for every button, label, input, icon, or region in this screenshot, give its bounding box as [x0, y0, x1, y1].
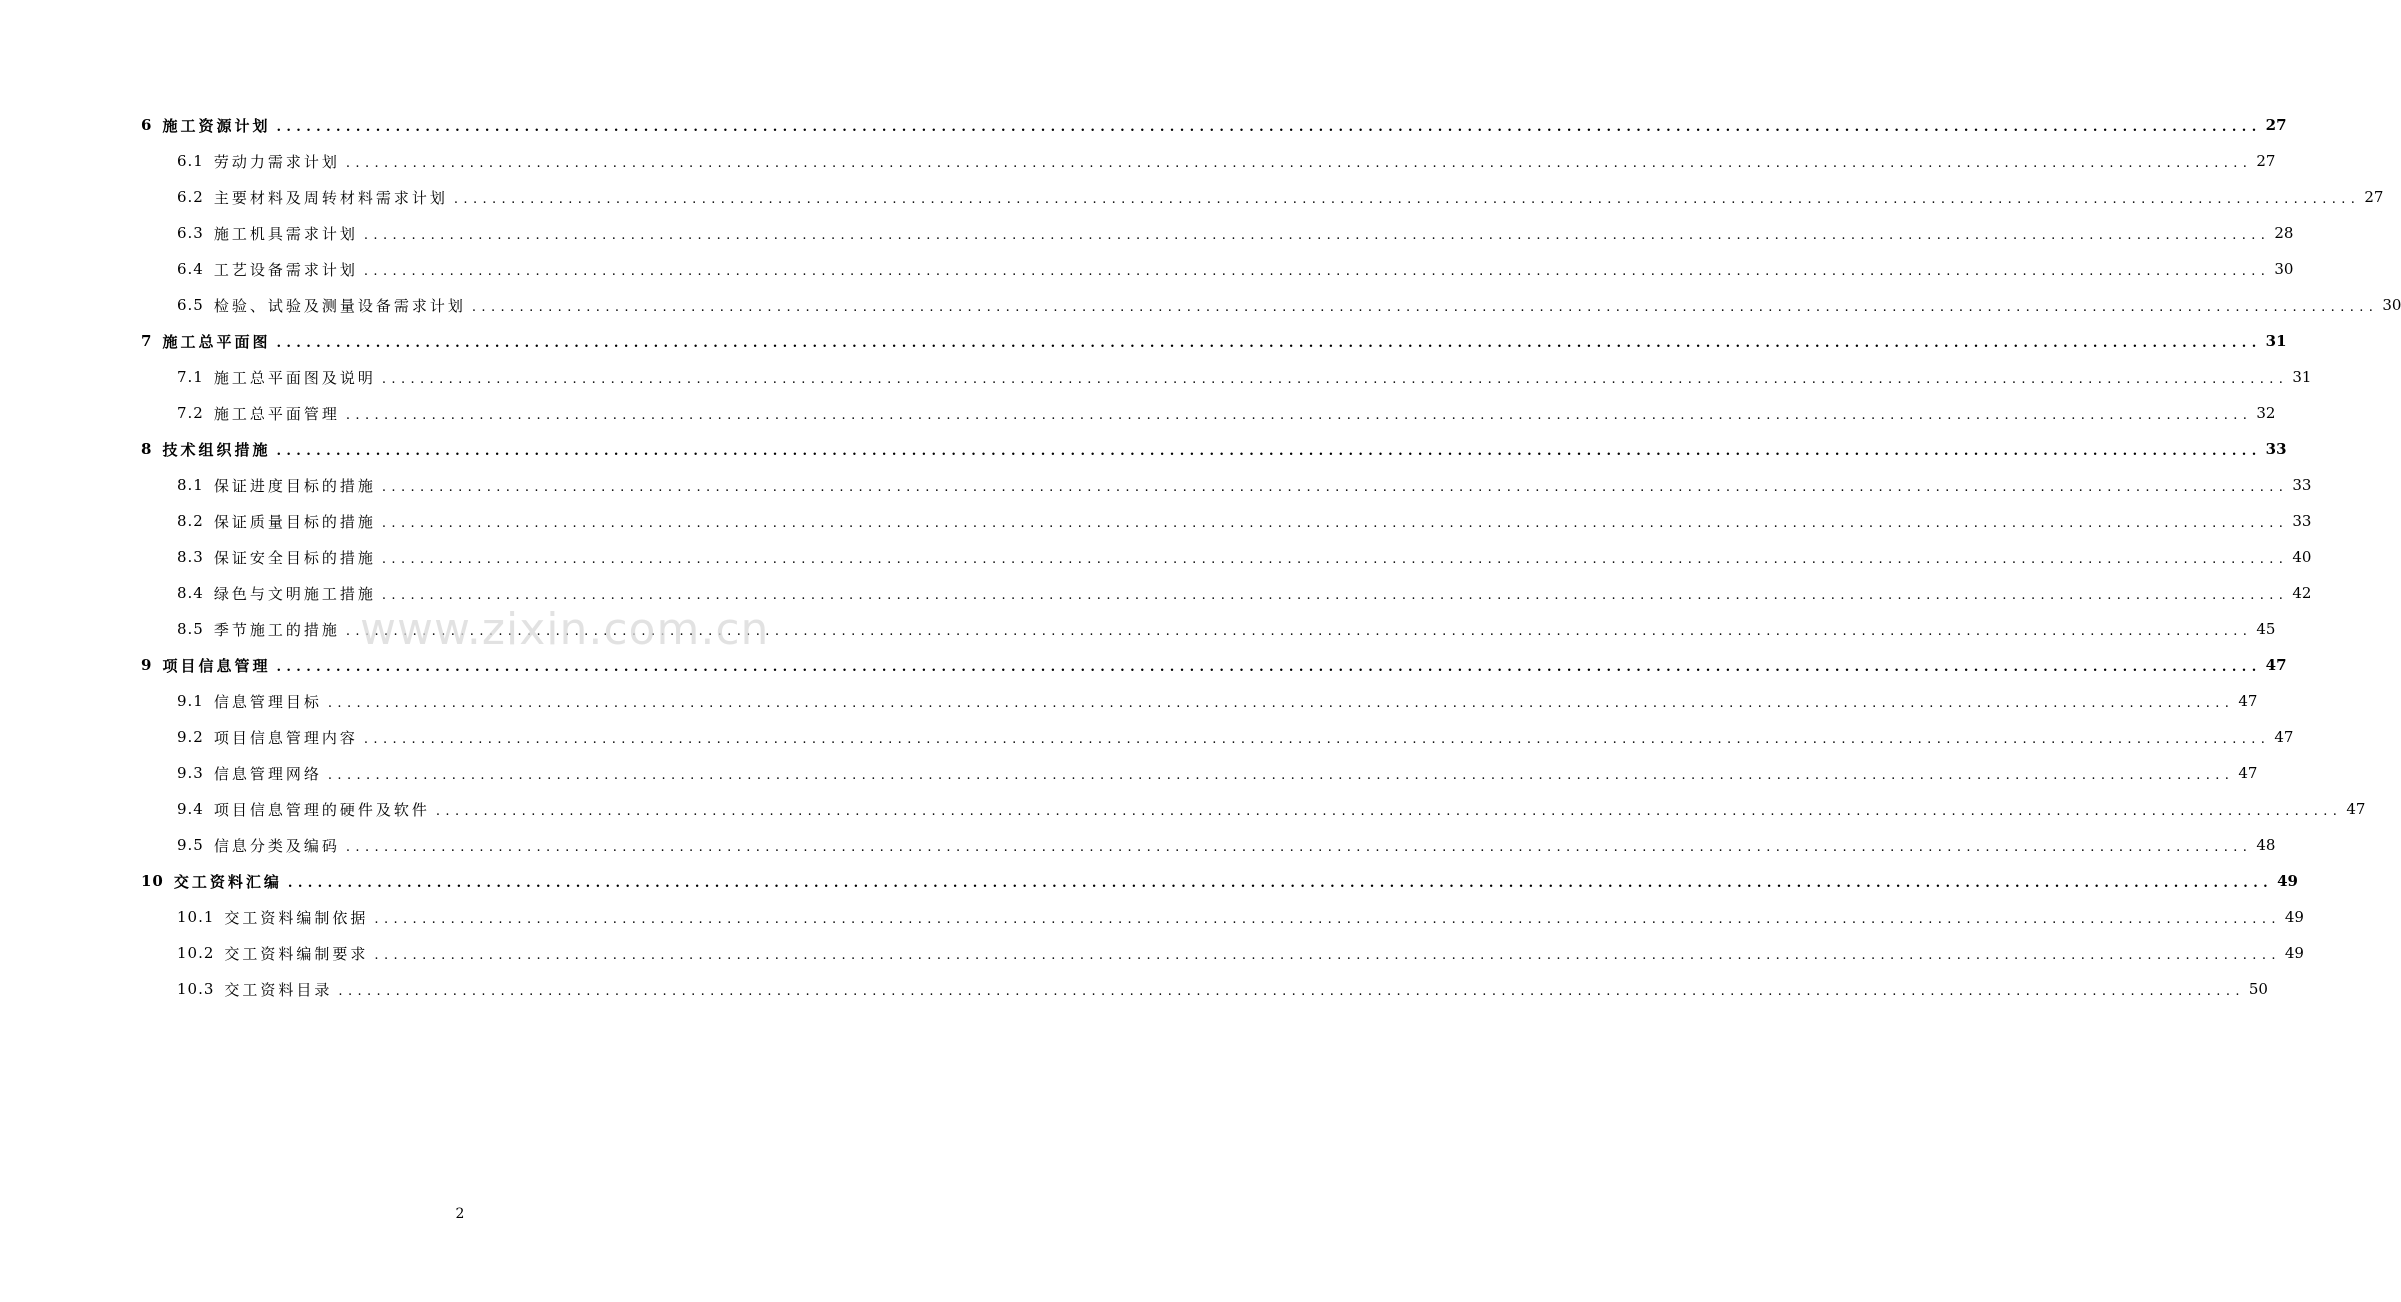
toc-dot-leader: ........................................................................................................................................................................................................	[453, 191, 2361, 207]
toc-entry-number: 8.4	[177, 584, 204, 602]
toc-entry-page-number: 33	[2292, 512, 2312, 530]
toc-entry-title: 检验、试验及测量设备需求计划	[213, 296, 466, 315]
toc-entry-number: 9.3	[177, 764, 204, 782]
toc-entry-title: 主要材料及周转材料需求计划	[213, 188, 448, 207]
toc-section-entry[interactable]	[141, 395, 2276, 431]
toc-entry-number: 10.3	[177, 980, 215, 998]
toc-entry-page-number: 49	[2277, 872, 2298, 890]
toc-dot-leader: ........................................................................................................................................................................................................	[276, 443, 2262, 459]
toc-entry-page-number: 45	[2256, 620, 2276, 638]
toc-entry-title: 施工资源计划	[162, 116, 271, 135]
toc-entry-number: 9.5	[177, 836, 204, 854]
toc-chapter-entry[interactable]	[141, 107, 2287, 143]
toc-entry-title: 施工总平面管理	[213, 404, 340, 423]
toc-entry-title: 项目信息管理的硬件及软件	[213, 800, 430, 819]
toc-dot-leader: ........................................................................................................................................................................................................	[345, 407, 2253, 423]
toc-entry-number: 8	[141, 440, 153, 458]
toc-chapter-entry[interactable]	[141, 431, 2287, 467]
toc-entry-page-number: 33	[2265, 440, 2287, 458]
toc-section-entry[interactable]	[141, 935, 2304, 971]
toc-entry-number: 6.3	[177, 224, 204, 242]
toc-section-entry[interactable]	[141, 215, 2294, 251]
toc-dot-leader: ........................................................................................................................................................................................................	[363, 263, 2271, 279]
toc-dot-leader: ........................................................................................................................................................................................................	[327, 695, 2235, 711]
toc-dot-leader: ........................................................................................................................................................................................................	[345, 839, 2253, 855]
toc-entry-page-number: 47	[2265, 656, 2287, 674]
toc-entry-page-number: 47	[2238, 692, 2258, 710]
toc-entry-number: 9	[141, 656, 153, 674]
toc-entry-page-number: 50	[2248, 980, 2268, 998]
toc-section-entry[interactable]	[141, 179, 2384, 215]
toc-entry-title: 交工资料目录	[224, 980, 333, 999]
toc-dot-leader: ........................................................................................................................................................................................................	[338, 983, 2245, 999]
toc-dot-leader: ........................................................................................................................................................................................................	[374, 911, 2281, 927]
toc-entry-number: 10.2	[177, 944, 215, 962]
toc-dot-leader: ........................................................................................................................................................................................................	[435, 803, 2343, 819]
toc-entry-page-number: 42	[2292, 584, 2312, 602]
toc-entry-title: 保证安全目标的措施	[213, 548, 376, 567]
toc-entry-title: 施工总平面图及说明	[213, 368, 376, 387]
toc-chapter-entry[interactable]	[141, 863, 2298, 899]
toc-dot-leader: ........................................................................................................................................................................................................	[363, 227, 2271, 243]
toc-entry-title: 施工机具需求计划	[213, 224, 358, 243]
toc-entry-number: 9.4	[177, 800, 204, 818]
toc-entry-page-number: 28	[2274, 224, 2294, 242]
toc-entry-page-number: 48	[2256, 836, 2276, 854]
toc-section-entry[interactable]	[141, 827, 2276, 863]
toc-section-entry[interactable]	[141, 251, 2294, 287]
toc-section-entry[interactable]	[141, 503, 2312, 539]
toc-entry-title: 施工总平面图	[162, 332, 271, 351]
toc-entry-number: 7.1	[177, 368, 204, 386]
toc-dot-leader: ........................................................................................................................................................................................................	[287, 875, 2274, 891]
toc-entry-title: 保证质量目标的措施	[213, 512, 376, 531]
toc-entry-title: 项目信息管理内容	[213, 728, 358, 747]
toc-entry-title: 信息分类及编码	[213, 836, 340, 855]
toc-entry-page-number: 49	[2284, 944, 2304, 962]
toc-section-entry[interactable]	[141, 719, 2294, 755]
toc-dot-leader: ........................................................................................................................................................................................................	[381, 371, 2289, 387]
toc-entry-number: 8.5	[177, 620, 204, 638]
toc-dot-leader: ........................................................................................................................................................................................................	[345, 155, 2253, 171]
toc-section-entry[interactable]	[141, 971, 2268, 1007]
toc-section-entry[interactable]	[141, 755, 2258, 791]
toc-entry-page-number: 27	[2364, 188, 2384, 206]
toc-section-entry[interactable]	[141, 539, 2312, 575]
toc-section-entry[interactable]	[141, 143, 2276, 179]
toc-entry-title: 工艺设备需求计划	[213, 260, 358, 279]
page-number: 2	[455, 1206, 465, 1222]
toc-entry-number: 9.1	[177, 692, 204, 710]
toc-dot-leader: ........................................................................................................................................................................................................	[276, 119, 2262, 135]
toc-entry-number: 8.1	[177, 476, 204, 494]
toc-entry-title: 绿色与文明施工措施	[213, 584, 376, 603]
toc-entry-page-number: 31	[2292, 368, 2312, 386]
toc-dot-leader: ........................................................................................................................................................................................................	[374, 947, 2281, 963]
toc-entry-title: 信息管理目标	[213, 692, 322, 711]
toc-entry-title: 信息管理网络	[213, 764, 322, 783]
toc-entry-title: 季节施工的措施	[213, 620, 340, 639]
toc-entry-page-number: 33	[2292, 476, 2312, 494]
toc-entry-title: 项目信息管理	[162, 656, 271, 675]
toc-entry-number: 6.4	[177, 260, 204, 278]
toc-section-entry[interactable]	[141, 467, 2312, 503]
toc-entry-title: 交工资料编制要求	[224, 944, 369, 963]
toc-entry-title: 劳动力需求计划	[213, 152, 340, 171]
toc-entry-page-number: 47	[2274, 728, 2294, 746]
toc-entry-page-number: 47	[2346, 800, 2366, 818]
toc-entry-page-number: 30	[2274, 260, 2294, 278]
toc-entry-number: 8.3	[177, 548, 204, 566]
toc-dot-leader: ........................................................................................................................................................................................................	[276, 659, 2262, 675]
toc-entry-number: 10.1	[177, 908, 215, 926]
toc-entry-page-number: 32	[2256, 404, 2276, 422]
toc-entry-number: 8.2	[177, 512, 204, 530]
table-of-contents	[141, 107, 2401, 1007]
toc-section-entry[interactable]	[141, 683, 2258, 719]
toc-dot-leader: ........................................................................................................................................................................................................	[381, 551, 2289, 567]
watermark: www.zixin.com.cn	[360, 604, 770, 655]
toc-entry-number: 7	[141, 332, 153, 350]
toc-dot-leader: ........................................................................................................................................................................................................	[381, 515, 2289, 531]
toc-entry-number: 7.2	[177, 404, 204, 422]
toc-entry-page-number: 27	[2265, 116, 2287, 134]
toc-entry-number: 6.1	[177, 152, 204, 170]
toc-dot-leader: ........................................................................................................................................................................................................	[381, 587, 2289, 603]
toc-dot-leader: ........................................................................................................................................................................................................	[363, 731, 2271, 747]
toc-entry-title: 交工资料编制依据	[224, 908, 369, 927]
toc-entry-page-number: 31	[2265, 332, 2287, 350]
toc-dot-leader: ........................................................................................................................................................................................................	[381, 479, 2289, 495]
toc-chapter-entry[interactable]	[141, 323, 2287, 359]
toc-entry-page-number: 49	[2284, 908, 2304, 926]
toc-entry-page-number: 27	[2256, 152, 2276, 170]
toc-dot-leader: ........................................................................................................................................................................................................	[327, 767, 2235, 783]
toc-entry-title: 技术组织措施	[162, 440, 271, 459]
toc-entry-page-number: 40	[2292, 548, 2312, 566]
toc-entry-number: 6.5	[177, 296, 204, 314]
toc-entry-title: 保证进度目标的措施	[213, 476, 376, 495]
toc-section-entry[interactable]	[141, 899, 2304, 935]
toc-entry-page-number: 30	[2382, 296, 2401, 314]
toc-section-entry[interactable]	[141, 287, 2401, 323]
toc-entry-number: 10	[141, 872, 164, 890]
toc-entry-number: 9.2	[177, 728, 204, 746]
toc-entry-page-number: 47	[2238, 764, 2258, 782]
toc-section-entry[interactable]	[141, 791, 2366, 827]
toc-dot-leader: ........................................................................................................................................................................................................	[345, 623, 2253, 639]
toc-section-entry[interactable]	[141, 359, 2312, 395]
toc-dot-leader: ........................................................................................................................................................................................................	[471, 299, 2379, 315]
toc-entry-number: 6	[141, 116, 153, 134]
toc-dot-leader: ........................................................................................................................................................................................................	[276, 335, 2262, 351]
toc-entry-title: 交工资料汇编	[173, 872, 282, 891]
toc-entry-number: 6.2	[177, 188, 204, 206]
